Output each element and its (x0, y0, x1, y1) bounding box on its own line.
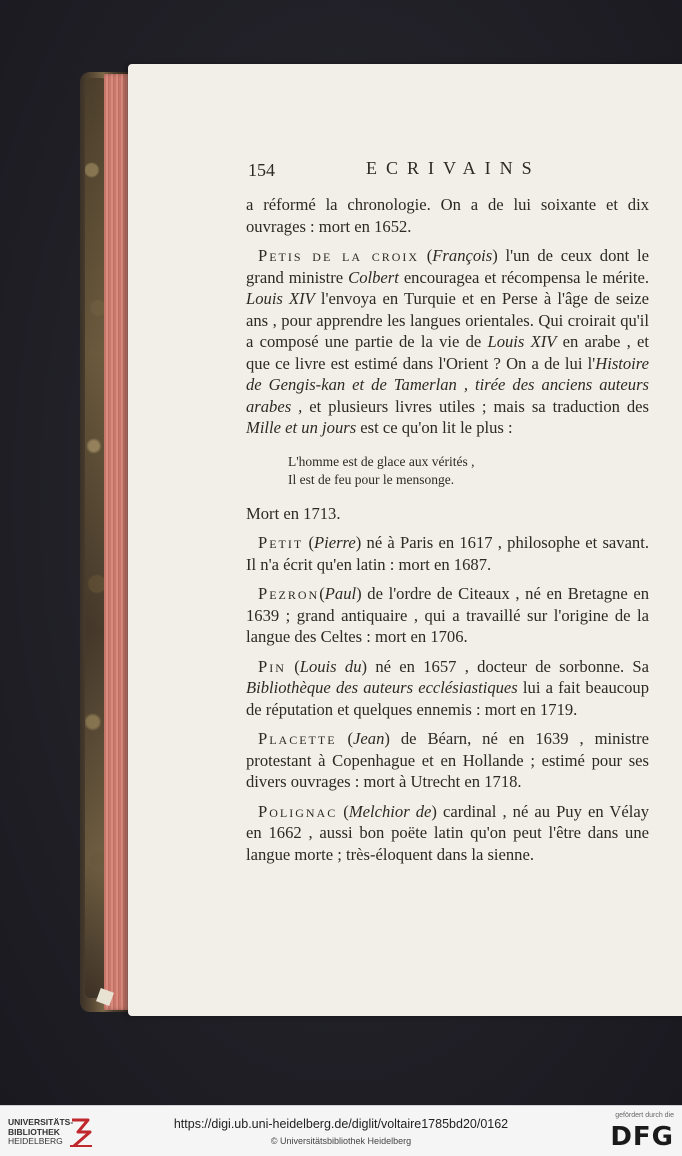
copyright-notice: © Universitätsbibliothek Heidelberg (270, 1136, 412, 1146)
entry-italic: Louis XIV (246, 289, 315, 308)
entry-text: est ce qu'on lit le plus : (356, 418, 513, 437)
entry-italic: Mille et un jours (246, 418, 357, 437)
permalink-url[interactable]: https://digi.ub.uni-heidelberg.de/diglit/voltaire1785bd20/0162 (173, 1117, 509, 1131)
page-number: 154 (248, 160, 275, 180)
entry-name: Petit (258, 533, 304, 552)
verse-quote (288, 453, 649, 489)
entry-name: Petis de la croix (258, 246, 420, 265)
entry-text: et plusieurs livres utiles ; mais sa traduction des (302, 396, 650, 416)
entry-name: Polignac (258, 801, 338, 821)
entry-italic: Histoire de Gengis-kan et de Tamerlan , tirée des anciens auteurs arabes , (246, 353, 649, 416)
entry-pin: Pin (Louis du) né en 1657 , docteur de sorbonne. Sa Bibliothèque des auteurs ecclésiastiques lui a fait beaucoup de réputation et quelques ennemis : mort en 1719. (246, 656, 650, 719)
entry-italic: Colbert (348, 267, 399, 287)
entry-text: encouragea et récompensa le mérite. (398, 267, 649, 287)
funded-by-label: gefördert durch die (615, 1112, 674, 1119)
dfg-logo[interactable]: DFG (610, 1122, 674, 1152)
entry-petis-de-la-croix: Petis de la croix (François) l'un de ceux dont le grand ministre Colbert encouragea et récompensa le mérite. Louis XIV l'envoya en Turquie et en Perse à l'âge de seize ans , pour apprendre les langues orientales. Qui croirait qu'il a composé une partie de la vie de Louis XIV en arabe , et que ce livre est estimé dans l'Orient ? On a de lui l'Histoire de Gengis-kan et de Tamerlan , tirée des anciens auteurs arabes , et plusieurs livres utiles ; mais sa traduction des Mille et un jours est ce qu'on lit le plus : (246, 246, 650, 437)
entry-given-name: Paul (324, 584, 357, 603)
entry-text: cardinal , né au Puy en Vélay en 1662 , aussi bon poëte latin qu'on peut l'être dans une langue morte ; très-éloquent dans la sienne. (246, 801, 649, 864)
entry-placette: Placette (Jean) de Béarn, né en 1639 , ministre protestant à Copenhague et en Hollande ; estimé pour ses divers ouvrages : mort à Utrecht en 1718. (246, 729, 649, 791)
page-edge-red (104, 74, 130, 1010)
entry-text: de Béarn, né en 1639 , ministre protestant à Copenhague et en Hollande ; estimé pour ses divers ouvrages : mort à Utrecht en 1718. (246, 729, 649, 791)
entry-petit: Petit (Pierre) né à Paris en 1617 , philosophe et savant. Il n'a écrit qu'en latin : mort en 1687. (246, 533, 649, 574)
entry-given-name: François (432, 246, 493, 265)
entry-given-name: Melchior de (348, 801, 432, 821)
entry-polignac: Polignac (Melchior de) cardinal , né au Puy en Vélay en 1662 , aussi bon poëte latin qu'on peut l'être dans une langue morte ; très-éloquent dans la sienne. (246, 801, 649, 864)
entry-text: l'envoya en Turquie et en Perse à l'âge de seize ans , pour apprendre les langues orientales. Qui croirait qu'il a composé une partie de la vie de (246, 289, 649, 351)
entry-italic: Bibliothèque des auteurs ecclésiastiques (246, 678, 518, 697)
entry-name: Pin (258, 656, 286, 676)
death-line: Mort en 1713. (246, 503, 341, 523)
verse-line-1: L'homme est de glace aux vérités , (288, 453, 475, 469)
text-line-1: a réformé la chronologie. On a de lui soixante et dix (246, 195, 649, 214)
text-line (246, 194, 649, 237)
entry-given-name: Jean (353, 729, 385, 748)
entry-text: de l'ordre de Citeaux , né en Bretagne en 1639 ; grand antiquaire , qui a travaillé sur l'origine de la langue des Celtes : mort en 1706. (246, 584, 649, 646)
entry-text: l'un de ceux dont le grand ministre (246, 246, 649, 287)
page-body (246, 194, 649, 865)
entry-text: né à Paris en 1617 , philosophe et savant. Il n'a écrit qu'en latin : mort en 1687. (246, 533, 649, 574)
entry-text: en arabe , et que ce livre est estimé dans l'Orient ? On a de lui l' (246, 332, 649, 373)
entry-pezron: Pezron(Paul) de l'ordre de Citeaux , né en Bretagne en 1639 ; grand antiquaire , qui a travaillé sur l'origine de la langue des Celtes : mort en 1706. (246, 584, 649, 646)
text-line-2: ouvrages : mort en 1652. (246, 216, 412, 236)
entry-text: né en 1657 , docteur de sorbonne. Sa (367, 656, 650, 676)
running-head: ECRIVAINS (366, 158, 541, 178)
entry-italic: Louis XIV (487, 332, 557, 351)
library-name-line3: HEIDELBERG (8, 1136, 63, 1146)
library-name-line1: UNIVERSITÄTS- (8, 1117, 74, 1127)
entry-name: Pezron (258, 584, 320, 603)
library-name-line2: BIBLIOTHEK (8, 1126, 60, 1137)
entry-given-name: Louis du (299, 656, 362, 676)
entry-given-name: Pierre (313, 533, 356, 552)
verse-line-2: Il est de feu pour le mensonge. (288, 471, 455, 487)
entry-text: lui a fait beaucoup de réputation et quelques ennemis : mort en 1719. (246, 678, 650, 719)
entry-name: Placette (258, 729, 337, 748)
footer-bar (0, 1105, 682, 1156)
